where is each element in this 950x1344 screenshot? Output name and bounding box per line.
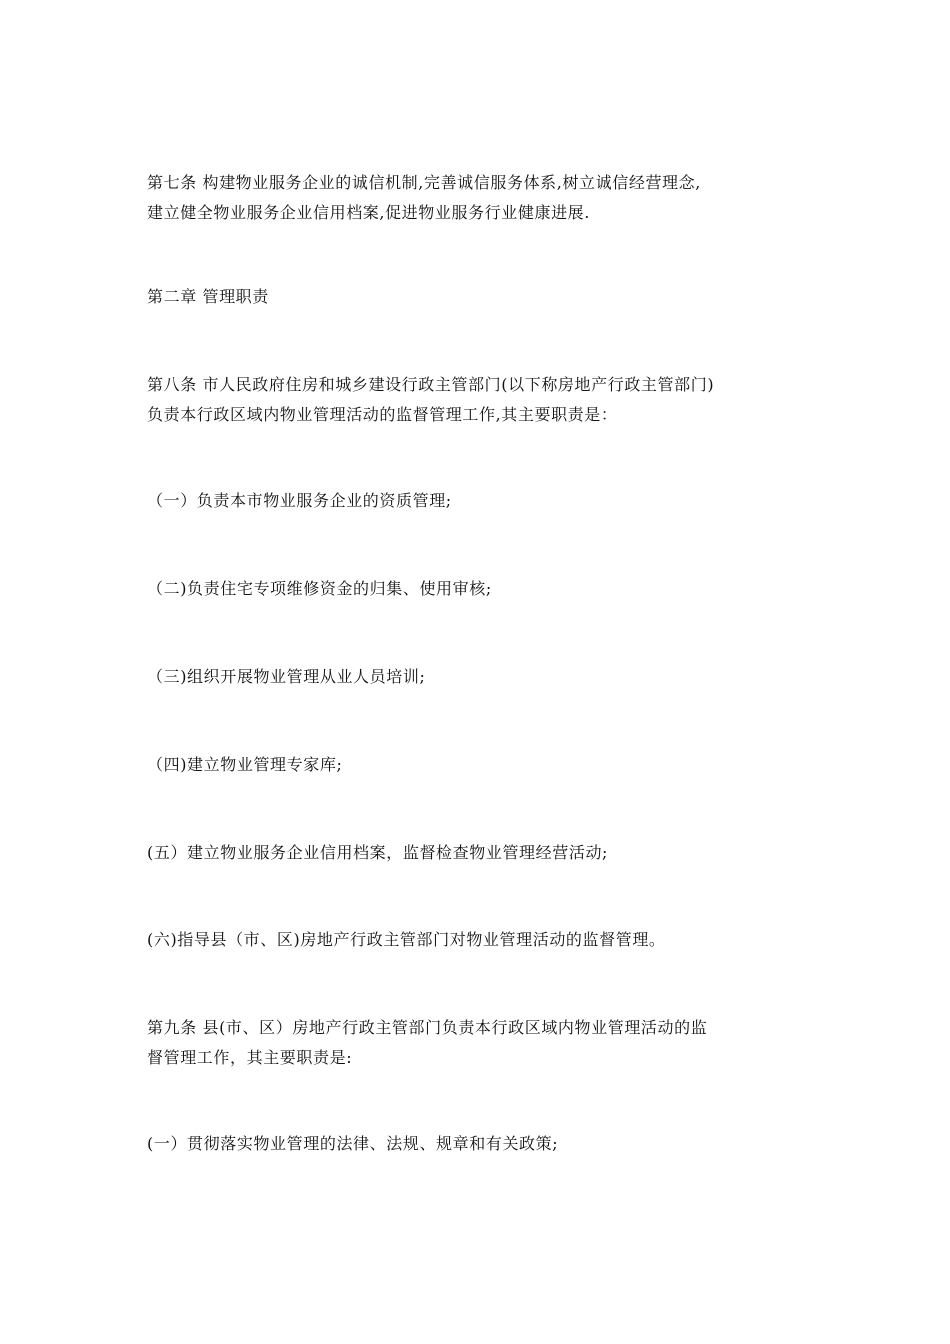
text-line: (五）建立物业服务企业信用档案，监督检查物业管理经营活动; xyxy=(147,843,609,862)
article-7-paragraph xyxy=(147,168,812,228)
article-8-item-4 xyxy=(147,750,812,780)
text-line: （一）负责本市物业服务企业的资质管理; xyxy=(147,491,452,510)
text-line: 负责本行政区域内物业管理活动的监督管理工作,其主要职责是： xyxy=(147,405,618,424)
text-line: (六)指导县（市、区)房地产行政主管部门对物业管理活动的监督管理。 xyxy=(147,930,666,949)
text-line: (一）贯彻落实物业管理的法律、法规、规章和有关政策; xyxy=(147,1134,559,1153)
article-8-item-3 xyxy=(147,662,812,692)
text-line: 建立健全物业服务企业信用档案,促进物业服务行业健康进展. xyxy=(147,203,590,222)
text-line: 第九条 县(市、区）房地产行政主管部门负责本行政区域内物业管理活动的监 xyxy=(147,1018,708,1037)
text-line: 督管理工作，其主要职责是: xyxy=(147,1048,353,1067)
text-line: 第二章 管理职责 xyxy=(147,287,269,306)
text-line: 第八条 市人民政府住房和城乡建设行政主管部门(以下称房地产行政主管部门) xyxy=(147,375,715,394)
text-line: 第七条 构建物业服务企业的诚信机制,完善诚信服务体系,树立诚信经营理念, xyxy=(147,173,701,192)
article-9-paragraph xyxy=(147,1013,812,1073)
article-9-item-1 xyxy=(147,1129,812,1159)
article-8-item-2 xyxy=(147,574,812,604)
text-line: （四)建立物业管理专家库; xyxy=(147,755,343,774)
chapter-2-heading xyxy=(147,282,812,312)
article-8-item-1 xyxy=(147,486,812,516)
article-8-item-5 xyxy=(147,838,812,868)
article-8-item-6 xyxy=(147,925,812,955)
text-line: （二)负责住宅专项维修资金的归集、使用审核; xyxy=(147,579,492,598)
text-line: （三)组织开展物业管理从业人员培训; xyxy=(147,667,426,686)
article-8-paragraph xyxy=(147,370,812,430)
